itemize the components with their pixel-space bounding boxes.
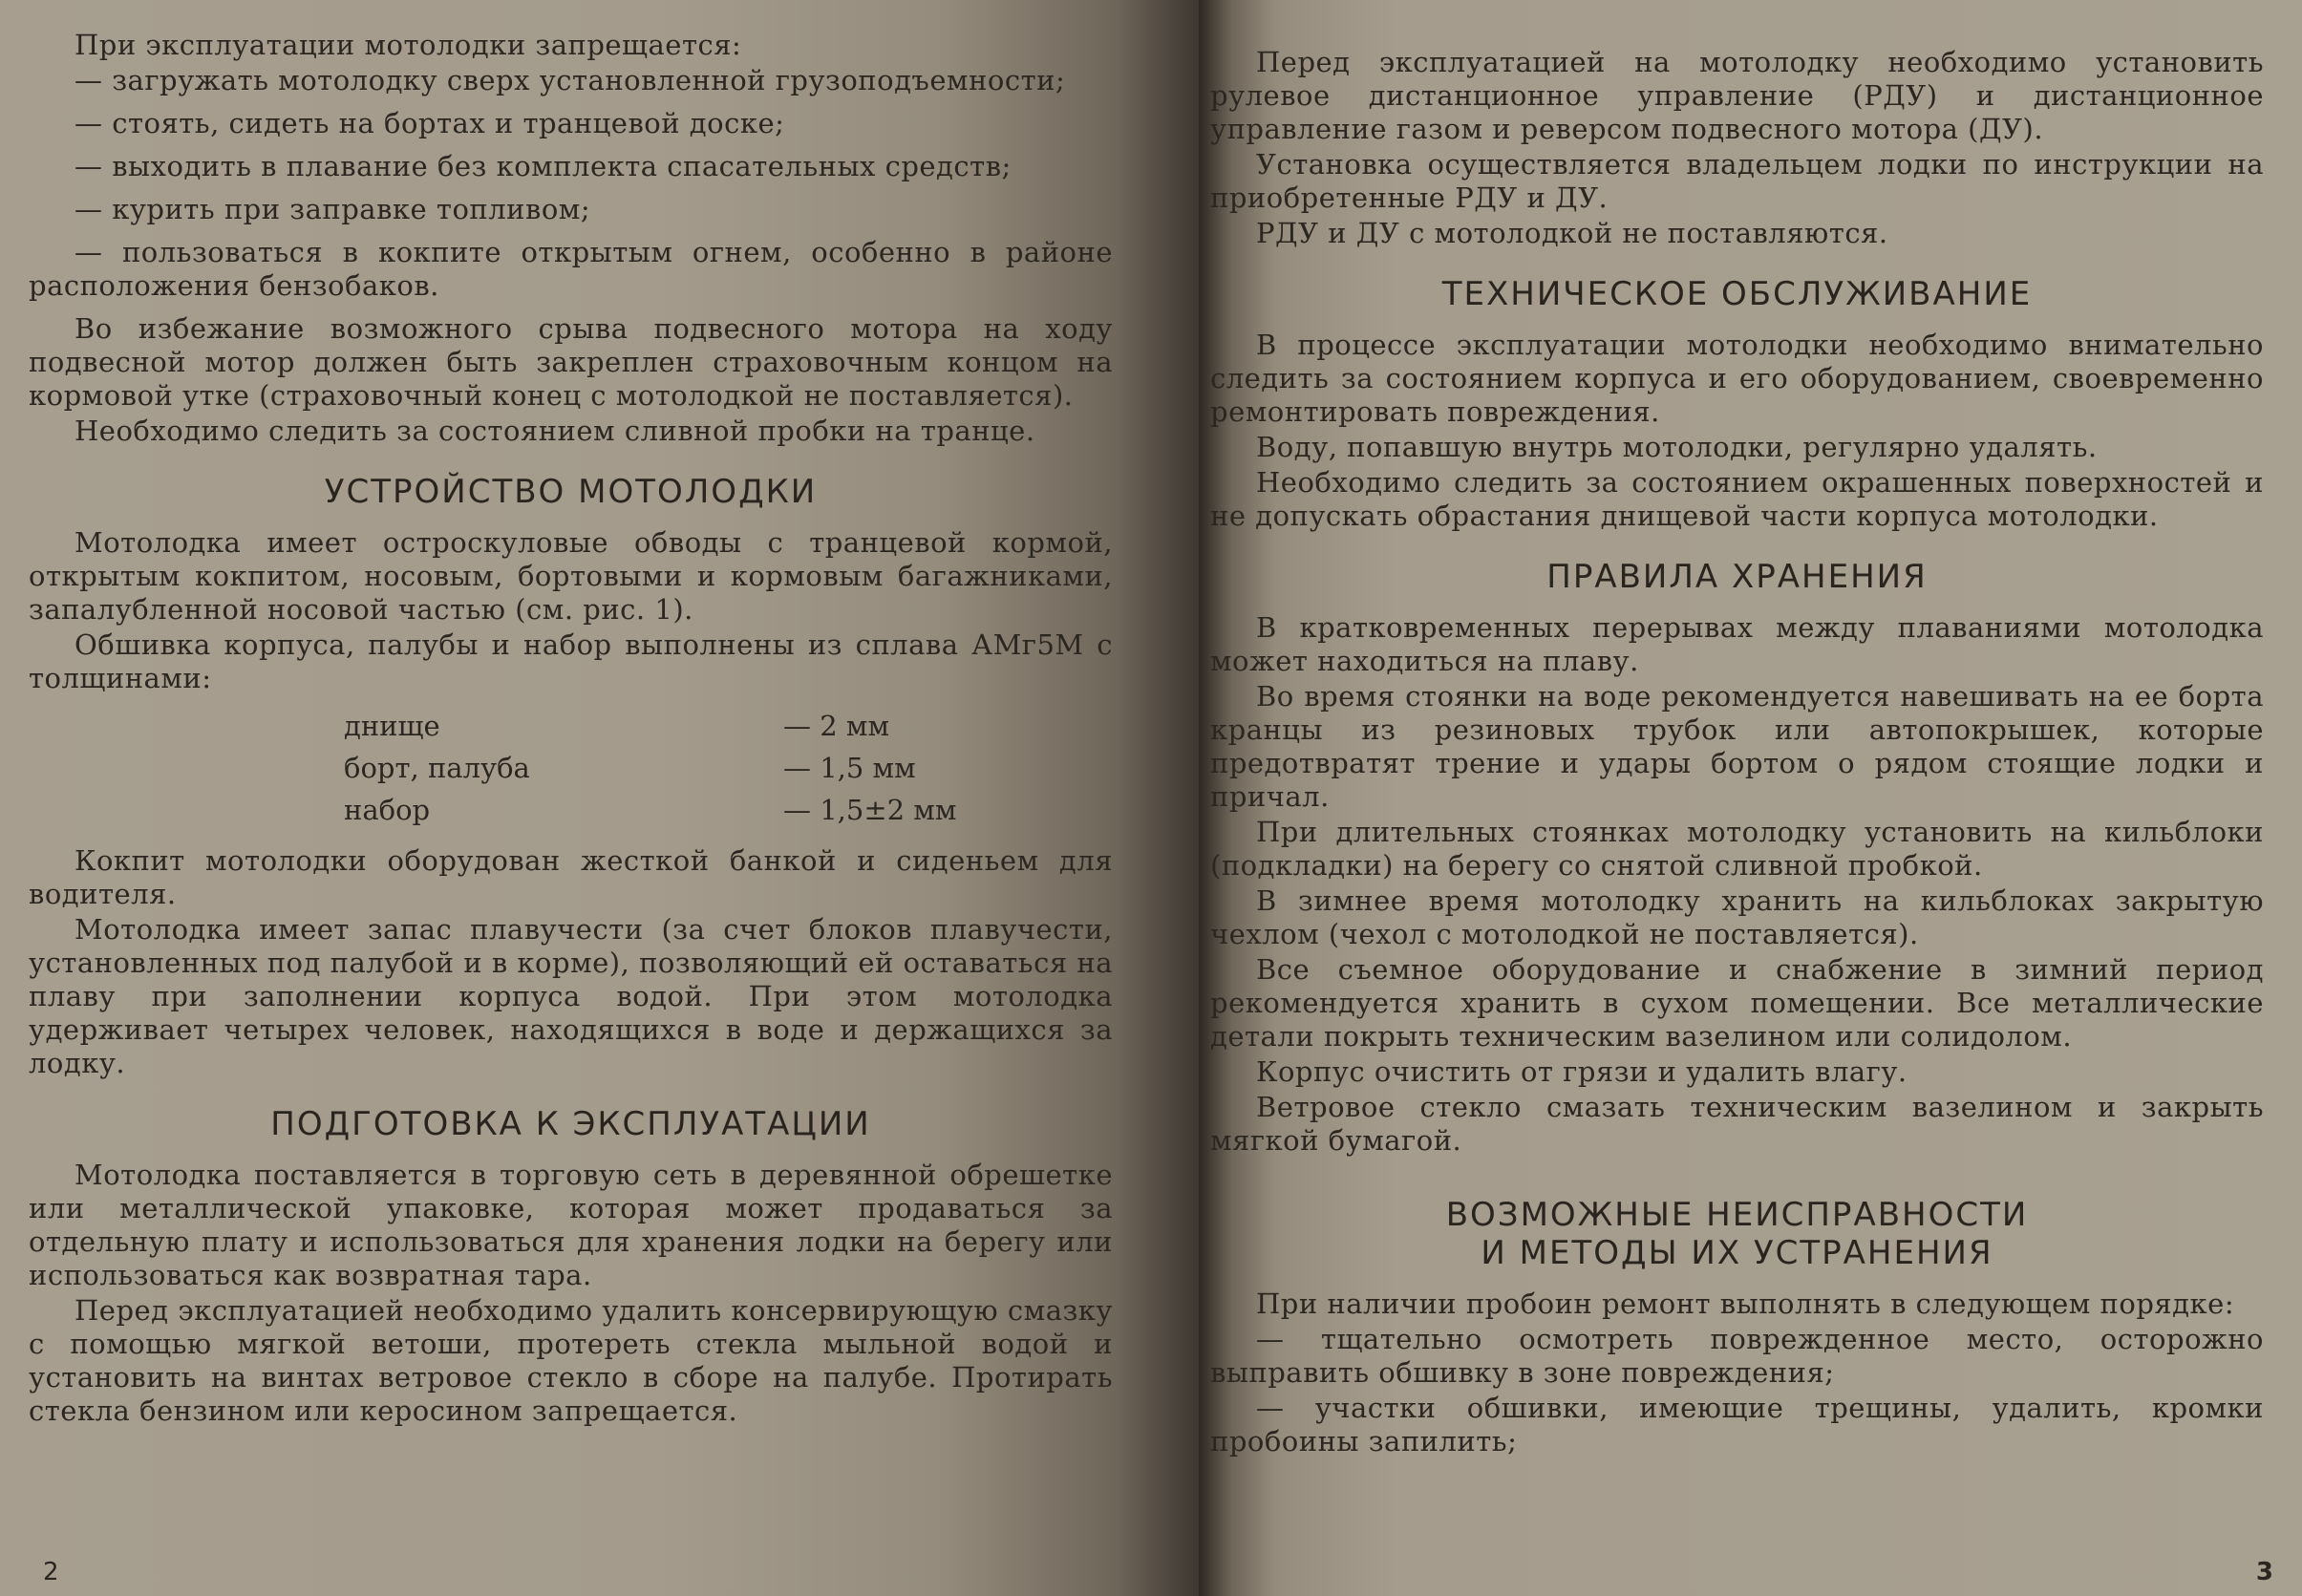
paragraph-rdu-1: Перед эксплуатацией на мотолодку необходимо установить рулевое дистанционное управление (РДУ) и дистанционное управление газом и реверсом подвесного мотора (ДУ). [1210, 46, 2264, 145]
paragraph-rdu-3: РДУ и ДУ с мотолодкой не поставляются. [1256, 217, 1888, 249]
thickness-part: днище [344, 710, 440, 742]
thickness-row [344, 789, 1113, 831]
paragraph-storage-6: Корпус очистить от грязи и удалить влагу. [1256, 1055, 1908, 1088]
prohibition-item: — курить при заправке топливом; [75, 193, 591, 225]
page-number-right: 3 [2255, 1558, 2273, 1586]
intro-text: При эксплуатации мотолодки запрещается: [75, 29, 742, 61]
paragraph-storage-5: Все съемное оборудование и снабжение в зимний период рекомендуется хранить в сухом помещении. Все металлические детали покрыть техническим вазелином или солидолом. [1210, 953, 2264, 1053]
right-page [1199, 0, 2302, 1596]
thickness-list [344, 705, 1113, 831]
paragraph-design-2: Обшивка корпуса, палубы и набор выполнены из сплава АМг5М с толщинами: [29, 628, 1113, 694]
thickness-part: борт, палуба [344, 752, 530, 784]
heading-faults-line-1: ВОЗМОЖНЫЕ НЕИСПРАВНОСТИ [1445, 1196, 2029, 1234]
paragraph-service-2: Воду, попавшую внутрь мотолодки, регулярно удалять. [1256, 431, 2098, 463]
thickness-part: набор [344, 794, 431, 826]
prohibition-item: — стоять, сидеть на бортах и транцевой доске; [75, 107, 785, 139]
paragraph-faults-3: — участки обшивки, имеющие трещины, удалить, кромки пробоины запилить; [1210, 1392, 2264, 1458]
prohibition-item: — загружать мотолодку сверх установленной грузоподъемности; [75, 64, 1066, 96]
thickness-value: — 1,5 мм [783, 752, 916, 784]
thickness-value: — 2 мм [783, 710, 890, 742]
paragraph-faults-1: При наличии пробоин ремонт выполнять в следующем порядке: [1256, 1287, 2235, 1320]
prohibition-item: — выходить в плавание без комплекта спасательных средств; [75, 150, 1012, 182]
paragraph-storage-7: Ветровое стекло смазать техническим вазелином и закрыть мягкой бумагой. [1210, 1091, 2264, 1157]
heading-faults-line-2: И МЕТОДЫ ИХ УСТРАНЕНИЯ [1481, 1234, 1993, 1272]
paragraph-prep-1: Мотолодка поставляется в торговую сеть в деревянной обрешетке или металлической упаковке, которая может продаваться за отдельную плату и использоваться для хранения лодки на берегу или использоваться как возвратная тара. [29, 1159, 1113, 1291]
paragraph-service-3: Необходимо следить за состоянием окрашенных поверхностей и не допускать обрастания днищевой части корпуса мотолодки. [1210, 466, 2264, 532]
thickness-row [344, 747, 1113, 789]
heading-preparation: ПОДГОТОВКА К ЭКСПЛУАТАЦИИ [270, 1105, 871, 1143]
paragraph-faults-2: — тщательно осмотреть поврежденное место, осторожно выправить обшивку в зоне повреждения; [1210, 1323, 2264, 1389]
thickness-value: — 1,5±2 мм [783, 794, 957, 826]
paragraph-storage-2: Во время стоянки на воде рекомендуется навешивать на ее борта кранцы из резиновых трубок или автопокрышек, которые предотвратят трение и удары бортом о рядом стоящие лодки и причал. [1210, 680, 2264, 813]
paragraph-drain-plug: Необходимо следить за состоянием сливной пробки на транце. [75, 415, 1035, 447]
heading-maintenance: ТЕХНИЧЕСКОЕ ОБСЛУЖИВАНИЕ [1441, 275, 2033, 313]
paragraph-prep-2: Перед эксплуатацией необходимо удалить консервирующую смазку с помощью мягкой ветоши, протереть стекла мыльной водой и установить на винтах ветровое стекло в сборе на палубе. Протирать стекла бензином или керосином запрещается. [29, 1294, 1113, 1427]
paragraph-storage-1: В кратковременных перерывах между плаваниями мотолодка может находиться на плаву. [1210, 611, 2264, 677]
paragraph-rdu-2: Установка осуществляется владельцем лодки по инструкции на приобретенные РДУ и ДУ. [1210, 148, 2264, 214]
prohibition-item: — пользоваться в кокпите открытым огнем, особенно в районе расположения бензобаков. [29, 236, 1113, 302]
heading-design: УСТРОЙСТВО МОТОЛОДКИ [324, 473, 818, 511]
thickness-row [344, 705, 1113, 747]
heading-storage: ПРАВИЛА ХРАНЕНИЯ [1546, 558, 1928, 596]
paragraph-design-1: Мотолодка имеет остроскуловые обводы с транцевой кормой, открытым кокпитом, носовым, бортовыми и кормовым багажниками, запалубленной носовой частью (см. рис. 1). [29, 526, 1113, 626]
paragraph-storage-4: В зимнее время мотолодку хранить на кильблоках закрытую чехлом (чехол с мотолодкой не поставляется). [1210, 884, 2264, 950]
page-number-left: 2 [43, 1558, 59, 1586]
paragraph-motor-safety: Во избежание возможного срыва подвесного мотора на ходу подвесной мотор должен быть закреплен страховочным концом на кормовой утке (страховочный конец с мотолодкой не поставляется). [29, 312, 1113, 412]
paragraph-cockpit: Кокпит мотолодки оборудован жесткой банкой и сиденьем для водителя. [29, 844, 1113, 910]
paragraph-service-1: В процессе эксплуатации мотолодки необходимо внимательно следить за состоянием корпуса и его оборудованием, своевременно ремонтировать повреждения. [1210, 329, 2264, 428]
paragraph-buoyancy: Мотолодка имеет запас плавучести (за счет блоков плавучести, установленных под палубой и в корме), позволяющий ей оставаться на плаву при заполнении корпуса водой. При этом мотолодка удерживает четырех человек, находящихся в воде и держащихся за лодку. [29, 913, 1113, 1079]
heading-faults [1210, 1196, 2264, 1272]
paragraph-storage-3: При длительных стоянках мотолодку установить на кильблоки (подкладки) на берегу со снятой сливной пробкой. [1210, 816, 2264, 882]
